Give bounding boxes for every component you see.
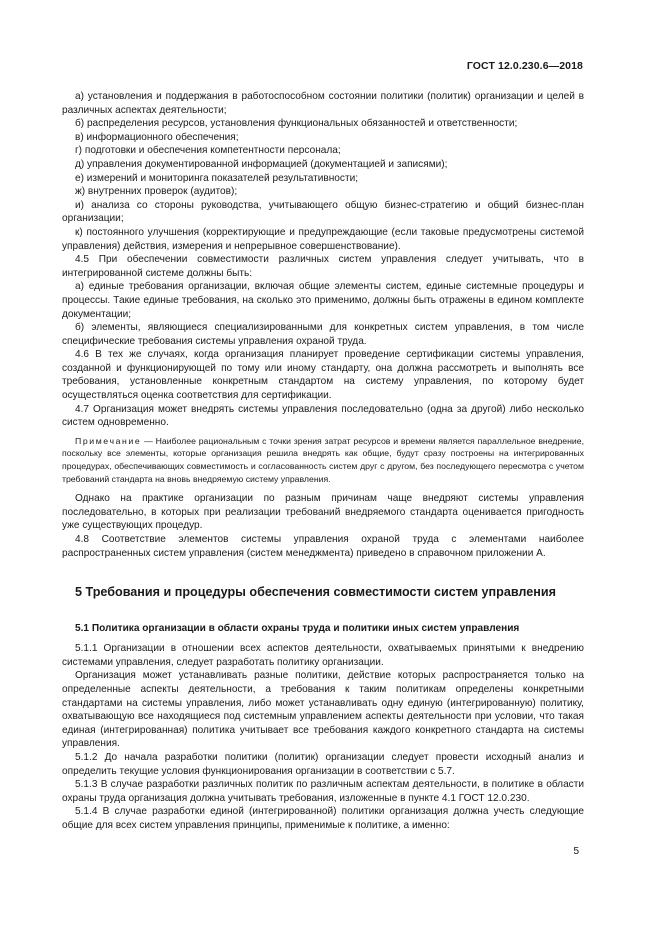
list-item-i: и) анализа со стороны руководства, учитывающего общую бизнес-стратегию и общий бизнес-план организации; — [62, 199, 584, 225]
list-item-zh: ж) внутренних проверок (аудитов); — [75, 186, 238, 198]
section-5-1-title: 5.1 Политика организации в области охраны труда и политики иных систем управления — [75, 623, 520, 635]
paragraph-4-6: 4.6 В тех же случаях, когда организация планирует проведение сертификации системы управления, созданной и функционирующей по тому или иному стандарту, она должна рассмотреть и выполнять все требования, установленные конкретным стандартом на систему управления, по которому будет осуществляться оценка соответствия для сертификации. — [62, 349, 584, 402]
note-label: Примечание — [75, 435, 142, 446]
paragraph-4-5-a: а) единые требования организации, включая общие элементы систем, единые системные процедуры и процессы. Такие единые требования, на сколько это применимо, должны быть отражены в едином комплекте документации; — [62, 281, 584, 320]
paragraph-4-8: 4.8 Соответствие элементов системы управления охраной труда с элементами наиболее распространенных систем управления (систем менеджмента) приведено в справочном приложении А. — [62, 534, 584, 559]
paragraph-4-5-b: б) элементы, являющиеся специализированными для конкретных систем управления, в том числе специфические требования системы управления охраной труда. — [62, 322, 584, 347]
note-text: — Наиболее рациональным с точки зрения затрат ресурсов и времени является параллельное внедрение, поскольку все элементы, которые организация решила внедрять как общие, будут сразу построены на интегрированных процедурах, обеспечивающих совместимость и согласованность систем друг с другом, без последующего пересмотра с учетом требований стандарта на вновь внедряемую систему управления. — [62, 435, 584, 484]
note — [62, 435, 584, 485]
list-item-d: д) управления документированной информацией (документацией и записями); — [75, 158, 448, 170]
paragraph-5-1-1: 5.1.1 Организации в отношении всех аспектов деятельности, охватываемых принятыми к внедрению системами управления, следует разработать политику организации. — [62, 643, 584, 668]
paragraph-5-1-2: 5.1.2 До начала разработки политики (политик) организации следует провести исходный анализ и определить текущие условия функционирования организации в соответствии с 5.7. — [62, 751, 584, 777]
list-item-g: г) подготовки и обеспечения компетентности персонала; — [75, 145, 341, 157]
list-item-b: б) распределения ресурсов, установления функциональных обязанностей и ответственности; — [75, 118, 518, 130]
paragraph-5-1-3: 5.1.3 В случае разработки различных политик по различным аспектам деятельности, в политике в области охраны труда организация должна учитывать требования, изложенные в пункте 4.1 ГОСТ 12.0.230. — [62, 779, 584, 804]
document-body — [62, 90, 584, 833]
list-item-k: к) постоянного улучшения (корректирующие и предупреждающие (если таковые предусмотрены системой управления) действия, измерения и непрерывное совершенствование). — [62, 226, 584, 252]
section-5-title: 5 Требования и процедуры обеспечения совместимости систем управления — [75, 585, 556, 600]
list-item-v: в) информационного обеспечения; — [75, 131, 239, 143]
paragraph-practice: Однако на практике организации по разным причинам чаще внедряют системы управления последовательно, в которых при реализации требований внедряемого стандарта оценивается пригодность уже существующих процедур. — [62, 493, 584, 532]
paragraph-4-5: 4.5 При обеспечении совместимости различных систем управления следует учитывать, что в интегрированной системе должны быть: — [62, 254, 584, 279]
paragraph-4-7: 4.7 Организация может внедрять системы управления последовательно (одна за другой) либо несколько систем одновременно. — [62, 403, 584, 429]
document-header: ГОСТ 12.0.230.6—2018 — [466, 60, 583, 72]
page-number: 5 — [573, 846, 579, 857]
paragraph-5-1-4: 5.1.4 В случае разработки единой (интегрированной) политики организация должна учесть следующие общие для всех систем управления принципы, применимые к политике, а именно: — [62, 806, 584, 831]
paragraph-5-1-1-b: Организация может устанавливать разные политики, действие которых распространяется только на определенные аспекты деятельности, а требования к таким политикам определены конкретными стандартами на системы управления, либо может устанавливать одну единую (интегрированную) политику, охватывающую все находящиеся под системным управлением аспекты деятельности при условии, что такая единая (интегрированная) политика учитывает все требования каждого конкретного стандарта на системы управления. — [62, 670, 584, 750]
list-item-a: а) установления и поддержания в работоспособном состоянии политики (политик) организации и целей в различных аспектах деятельности; — [62, 91, 584, 116]
list-item-e: е) измерений и мониторинга показателей результативности; — [75, 172, 359, 184]
